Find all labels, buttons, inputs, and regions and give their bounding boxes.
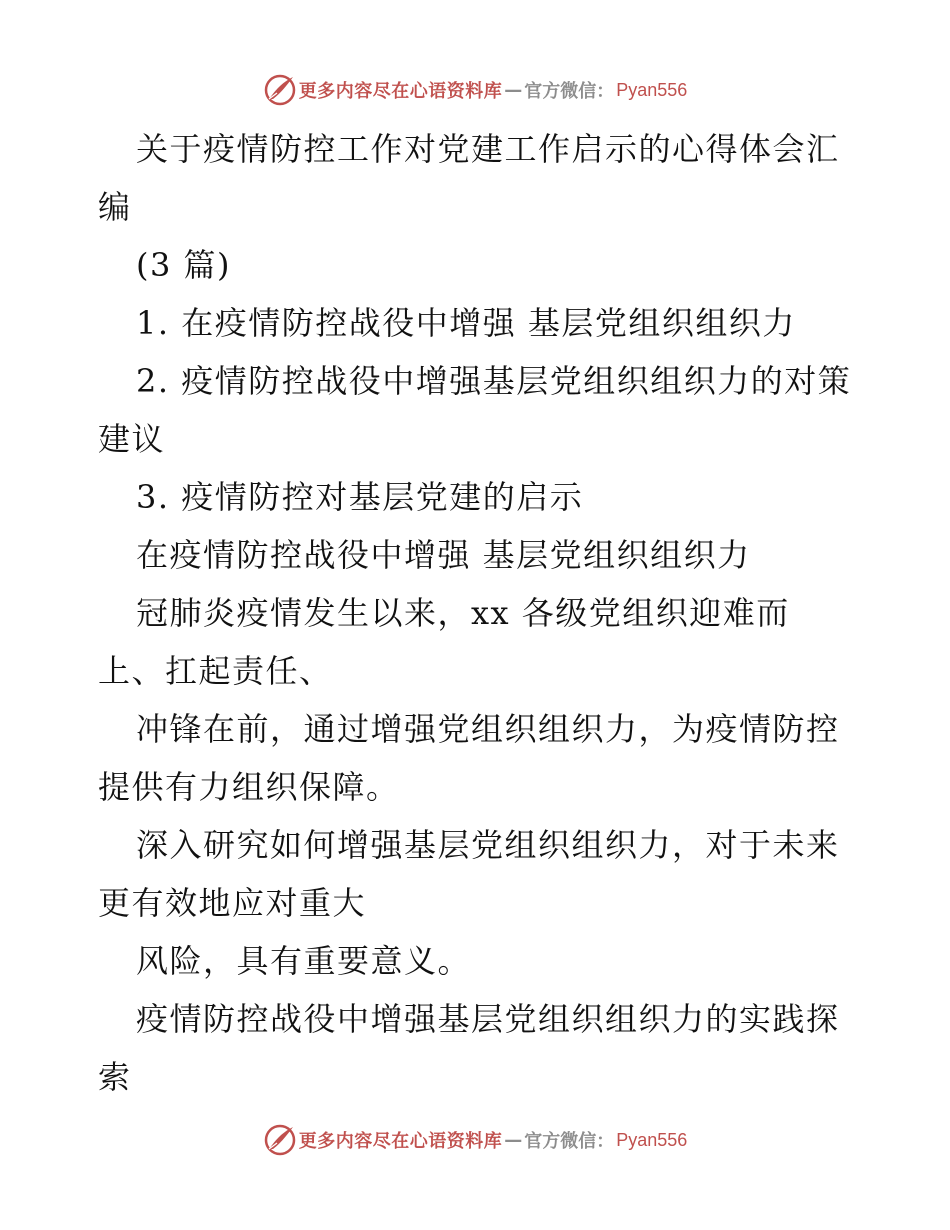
document-body: [98, 120, 858, 1106]
subheading-line-1: 疫情防控战役中增强基层党组织组织力的实践探: [136, 1000, 840, 1038]
toc-item-1: 1. 在疫情防控战役中增强 基层党组织组织力: [136, 304, 796, 342]
header-banner: [0, 70, 950, 110]
paragraph-1-line-1: 冠肺炎疫情发生以来，xx 各级党组织迎难而: [136, 594, 790, 632]
footer-banner-text: 更多内容尽在心语资料库: [298, 1131, 503, 1152]
document-title-line-1: 关于疫情防控工作对党建工作启示的心得体会汇: [136, 130, 840, 168]
article-count: (3 篇): [136, 246, 232, 284]
wechat-label: 官方微信：: [524, 81, 615, 102]
paragraph-3-line-2: 更有效地应对重大: [98, 884, 367, 922]
footer-banner-separator: —: [504, 1129, 523, 1151]
footer-wechat-id: Pyan556: [616, 1129, 688, 1150]
subheading-line-2: 索: [98, 1058, 132, 1096]
paragraph-2-line-1: 冲锋在前，通过增强党组织组织力，为疫情防控: [136, 710, 840, 748]
wechat-id: Pyan556: [616, 79, 688, 100]
quill-pen-icon: [263, 1123, 297, 1157]
footer-wechat-label: 官方微信：: [524, 1131, 615, 1152]
paragraph-1-line-2: 上、扛起责任、: [98, 652, 333, 690]
banner-separator: —: [504, 79, 523, 101]
toc-item-2-line-1: 2. 疫情防控战役中增强基层党组织组织力的对策: [136, 362, 852, 400]
quill-pen-icon: [263, 73, 297, 107]
paragraph-4: 风险，具有重要意义。: [136, 942, 472, 980]
section-heading: 在疫情防控战役中增强 基层党组织组织力: [136, 536, 751, 574]
document-title-line-2: 编: [98, 188, 132, 226]
toc-item-2-line-2: 建议: [98, 420, 166, 458]
paragraph-2-line-2: 提供有力组织保障。: [98, 768, 400, 806]
banner-text: 更多内容尽在心语资料库: [298, 81, 503, 102]
paragraph-3-line-1: 深入研究如何增强基层党组织组织力，对于未来: [136, 826, 840, 864]
toc-item-3: 3. 疫情防控对基层党建的启示: [136, 478, 584, 516]
footer-banner: [0, 1120, 950, 1160]
